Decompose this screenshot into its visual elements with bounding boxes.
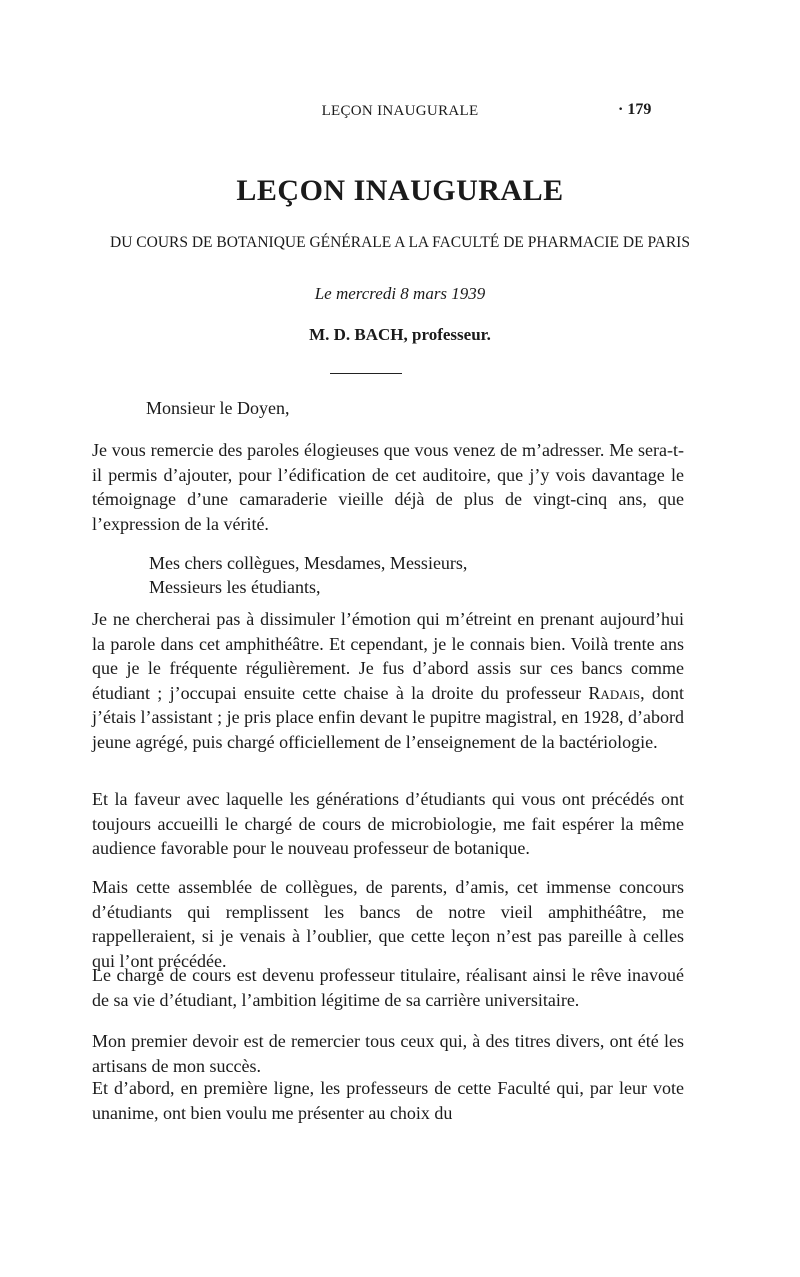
paragraph-6: Mon premier devoir est de remercier tous ceux qui, à des titres divers, ont été les artisans de mon succès. — [92, 1031, 684, 1076]
author-line: M. D. BACH, professeur. — [309, 325, 491, 344]
separator-rule — [330, 373, 402, 374]
page-number: · 179 — [618, 101, 652, 118]
paragraph-1: Je vous remercie des paroles élogieuses que vous venez de m’adresser. Me sera-t-il permis d’ajouter, pour l’édification de cet auditoire, que j’y vois davantage le témoignage d’une camaraderie vieille déjà de plus de vingt-cinq ans, que l’expression de la vérité. — [92, 440, 684, 534]
paragraph-5: Le chargé de cours est devenu professeur titulaire, réalisant ainsi le rêve inavoué de sa vie d’étudiant, l’ambition légitime de sa carrière universitaire. — [92, 965, 684, 1010]
running-head: LEÇON INAUGURALE — [321, 103, 479, 119]
address-block — [149, 551, 467, 599]
document-title: LEÇON INAUGURALE — [236, 174, 564, 207]
address-line-2: Messieurs les étudiants, — [149, 577, 321, 597]
paragraph-3: Et la faveur avec laquelle les générations d’étudiants qui vous ont précédés ont toujours accueilli le chargé de cours de microbiologie, me fait espérer la même audience favorable pour le nouveau professeur de botanique. — [92, 789, 684, 858]
document-subtitle: DU COURS DE BOTANIQUE GÉNÉRALE A LA FACULTÉ DE PHARMACIE DE PARIS — [110, 234, 690, 251]
lecture-date: Le mercredi 8 mars 1939 — [314, 284, 486, 303]
paragraph-4: Mais cette assemblée de collègues, de parents, d’amis, cet immense concours d’étudiants qui remplissent les bancs de notre vieil amphithéâtre, me rappelleraient, si je venais à l’oublier, que cette leçon n’est pas pareille à celles qui l’ont précédée. — [92, 877, 684, 971]
address-line-1: Mes chers collègues, Mesdames, Messieurs, — [149, 553, 468, 573]
professor-name: Radais — [588, 682, 641, 703]
paragraph-2-end: , dont j’étais l’assistant ; je pris place enfin devant le pupitre magistral, en 1928, d’abord jeune agrégé, puis chargé officiellement de l’enseignement de la bactériologie. — [92, 682, 684, 752]
paragraph-2 — [76, 607, 684, 754]
paragraph-2-start: Je ne chercherai pas à dissimuler l’émotion qui m’étreint en prenant aujourd’hui la parole dans cet amphithéâtre. Et cependant, je le connais bien. Voilà trente ans que je le fréquente régulièrement. Je fus d’abord assis sur ces bancs comme étudiant ; j’occupai ensuite cette chaise à la droite du professeur — [92, 609, 684, 703]
salutation: Monsieur le Doyen, — [146, 398, 290, 418]
paragraph-7: Et d’abord, en première ligne, les professeurs de cette Faculté qui, par leur vote unanime, ont bien voulu me présenter au choix du — [92, 1078, 684, 1123]
